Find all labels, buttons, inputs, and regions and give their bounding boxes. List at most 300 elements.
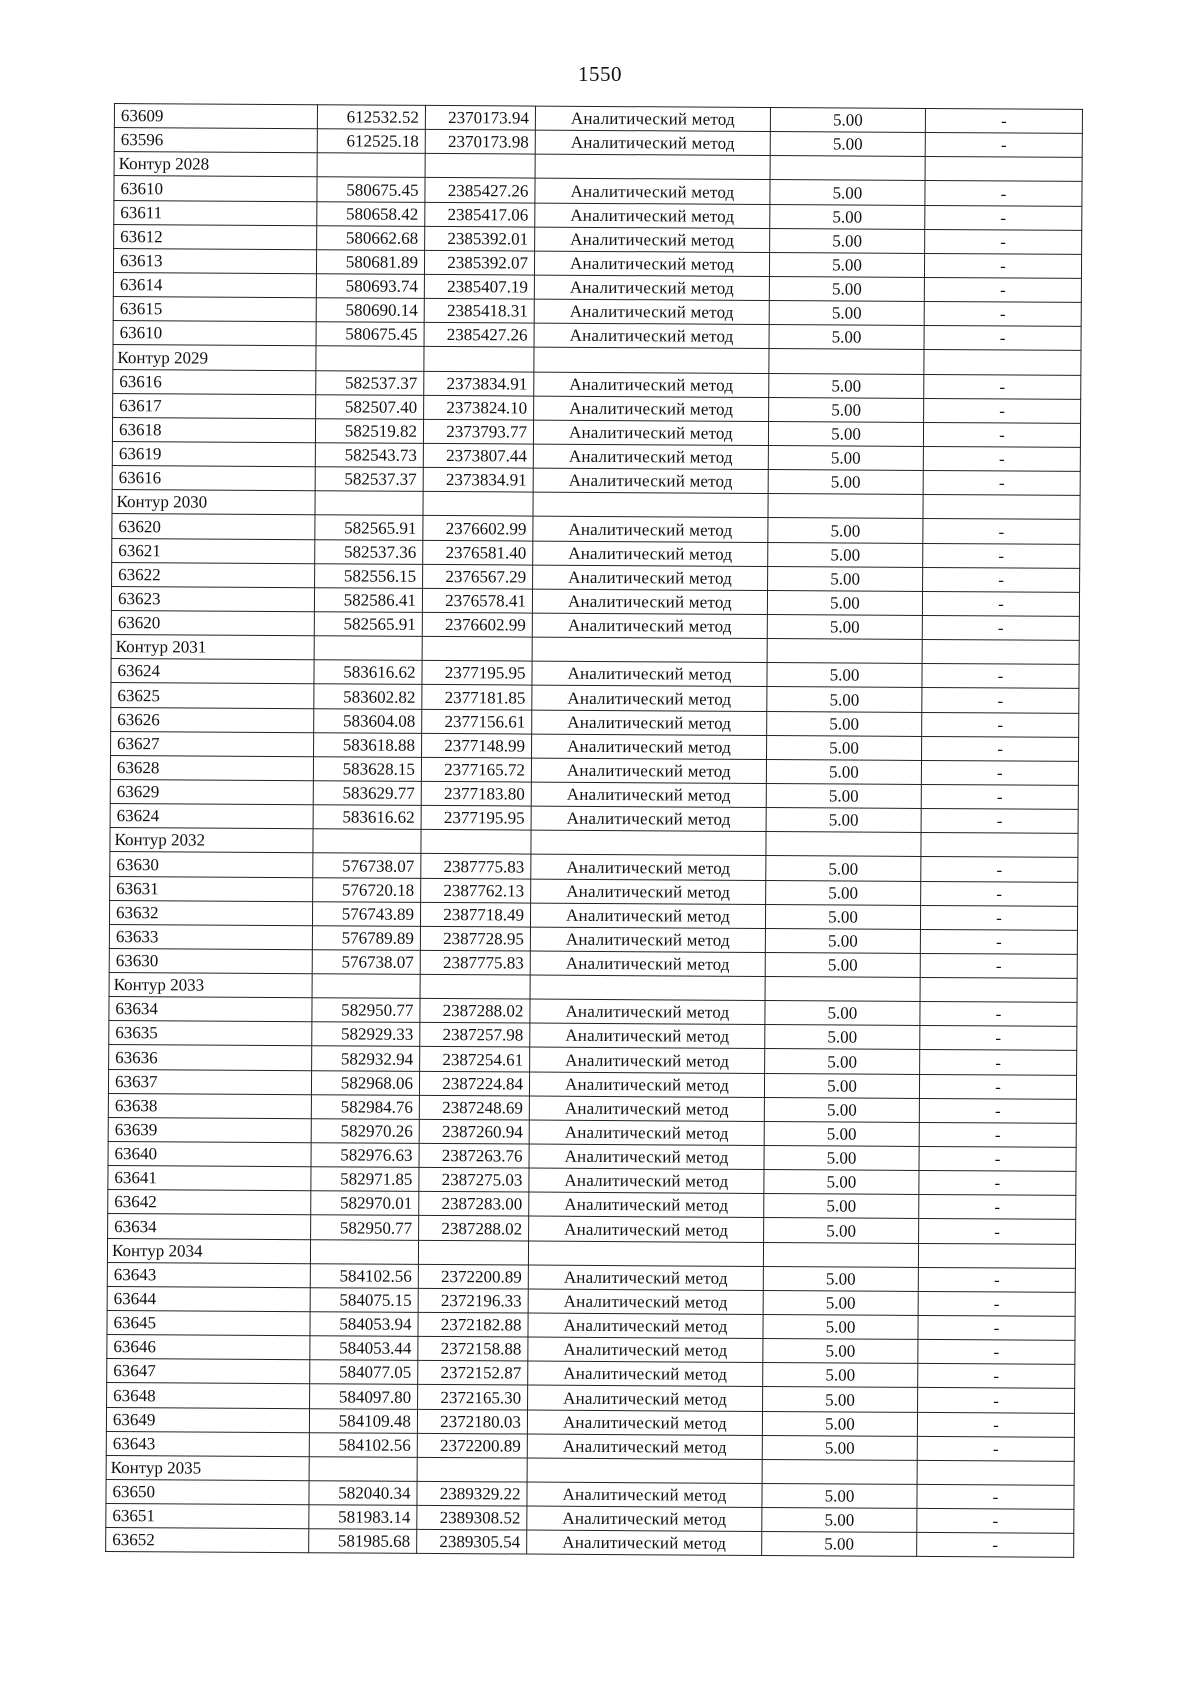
- x-coordinate-cell: 583602.82: [314, 684, 422, 709]
- dash-cell: -: [922, 615, 1079, 640]
- dash-cell: -: [920, 905, 1077, 930]
- x-coordinate-cell: 584053.44: [310, 1336, 418, 1361]
- empty-cell: [420, 974, 530, 999]
- method-cell: Аналитический метод: [534, 299, 769, 325]
- empty-cell: [768, 494, 923, 519]
- y-coordinate-cell: 2377183.80: [421, 781, 531, 806]
- accuracy-value-cell: 5.00: [765, 1025, 920, 1050]
- accuracy-value-cell: 5.00: [763, 1387, 918, 1412]
- x-coordinate-cell: 584102.56: [310, 1263, 418, 1288]
- method-cell: Аналитический метод: [532, 685, 767, 711]
- dash-cell: -: [925, 108, 1082, 133]
- accuracy-value-cell: 5.00: [766, 808, 921, 833]
- y-coordinate-cell: 2387775.83: [421, 854, 531, 879]
- coordinates-table-wrapper: [105, 103, 1082, 1558]
- accuracy-value-cell: 5.00: [763, 1266, 918, 1291]
- y-coordinate-cell: 2372196.33: [418, 1288, 528, 1313]
- x-coordinate-cell: 582586.41: [314, 588, 422, 613]
- point-id-cell: 63634: [108, 1214, 311, 1239]
- method-cell: Аналитический метод: [531, 758, 766, 784]
- method-cell: Аналитический метод: [530, 999, 765, 1025]
- point-id-cell: 63638: [108, 1093, 311, 1118]
- method-cell: Аналитический метод: [529, 1120, 764, 1146]
- dash-cell: -: [923, 519, 1080, 544]
- dash-cell: -: [919, 1171, 1076, 1196]
- dash-cell: -: [917, 1509, 1074, 1534]
- y-coordinate-cell: 2373824.10: [424, 395, 534, 420]
- point-id-cell: 63644: [107, 1286, 310, 1311]
- y-coordinate-cell: 2385427.26: [424, 323, 534, 348]
- accuracy-value-cell: 5.00: [764, 1121, 919, 1146]
- y-coordinate-cell: 2389305.54: [417, 1530, 527, 1555]
- method-cell: Аналитический метод: [528, 1289, 763, 1315]
- method-cell: Аналитический метод: [535, 227, 770, 253]
- dash-cell: -: [924, 302, 1081, 327]
- y-coordinate-cell: 2387288.02: [420, 999, 530, 1024]
- point-id-cell: 63646: [107, 1335, 310, 1360]
- y-coordinate-cell: 2387248.69: [419, 1095, 529, 1120]
- dash-cell: -: [922, 591, 1079, 616]
- empty-cell: [425, 154, 535, 179]
- empty-cell: [918, 1243, 1075, 1268]
- point-id-cell: 63614: [113, 272, 316, 297]
- y-coordinate-cell: 2372200.89: [418, 1264, 528, 1289]
- point-id-cell: 63623: [111, 586, 314, 611]
- method-cell: Аналитический метод: [533, 565, 768, 591]
- method-cell: Аналитический метод: [535, 106, 770, 132]
- y-coordinate-cell: 2373834.91: [423, 468, 533, 493]
- y-coordinate-cell: 2387254.61: [420, 1047, 530, 1072]
- method-cell: Аналитический метод: [529, 1072, 764, 1098]
- method-cell: Аналитический метод: [531, 806, 766, 832]
- dash-cell: -: [925, 229, 1082, 254]
- x-coordinate-cell: 576720.18: [313, 877, 421, 902]
- point-id-cell: 63616: [112, 466, 315, 491]
- empty-cell: [317, 153, 425, 178]
- x-coordinate-cell: 583604.08: [314, 708, 422, 733]
- empty-cell: [527, 1458, 762, 1484]
- empty-cell: [314, 636, 422, 661]
- point-id-cell: 63609: [114, 104, 317, 129]
- accuracy-value-cell: 5.00: [763, 1290, 918, 1315]
- empty-cell: [532, 637, 767, 663]
- method-cell: Аналитический метод: [530, 951, 765, 977]
- y-coordinate-cell: 2376578.41: [422, 588, 532, 613]
- accuracy-value-cell: 5.00: [768, 518, 923, 543]
- dash-cell: -: [920, 953, 1077, 978]
- empty-cell: [925, 157, 1082, 182]
- point-id-cell: 63641: [108, 1166, 311, 1191]
- method-cell: Аналитический метод: [530, 1023, 765, 1049]
- accuracy-value-cell: 5.00: [763, 1315, 918, 1340]
- dash-cell: -: [918, 1388, 1075, 1413]
- coordinates-table-body: [106, 104, 1083, 1558]
- y-coordinate-cell: 2387257.98: [420, 1023, 530, 1048]
- method-cell: Аналитический метод: [529, 1192, 764, 1218]
- dash-cell: -: [917, 1484, 1074, 1509]
- accuracy-value-cell: 5.00: [769, 252, 924, 277]
- method-cell: Аналитический метод: [535, 203, 770, 229]
- x-coordinate-cell: 584109.48: [309, 1408, 417, 1433]
- point-id-cell: 63626: [111, 707, 314, 732]
- accuracy-value-cell: 5.00: [770, 228, 925, 253]
- dash-cell: -: [924, 277, 1081, 302]
- y-coordinate-cell: 2387288.02: [419, 1216, 529, 1241]
- x-coordinate-cell: 582040.34: [309, 1481, 417, 1506]
- method-cell: Аналитический метод: [528, 1361, 763, 1387]
- point-id-cell: 63632: [109, 900, 312, 925]
- empty-cell: [762, 1459, 917, 1484]
- method-cell: Аналитический метод: [532, 734, 767, 760]
- point-id-cell: 63610: [113, 321, 316, 346]
- empty-cell: [763, 1242, 918, 1267]
- point-id-cell: 63634: [109, 997, 312, 1022]
- y-coordinate-cell: 2376567.29: [423, 564, 533, 589]
- y-coordinate-cell: 2373807.44: [423, 443, 533, 468]
- dash-cell: -: [921, 809, 1078, 834]
- y-coordinate-cell: 2377195.95: [422, 661, 532, 686]
- point-id-cell: 63643: [107, 1262, 310, 1287]
- method-cell: Аналитический метод: [534, 323, 769, 349]
- dash-cell: -: [920, 929, 1077, 954]
- x-coordinate-cell: 582556.15: [315, 563, 423, 588]
- dash-cell: -: [918, 1364, 1075, 1389]
- accuracy-value-cell: 5.00: [763, 1363, 918, 1388]
- method-cell: Аналитический метод: [533, 468, 768, 494]
- x-coordinate-cell: 583628.15: [313, 757, 421, 782]
- accuracy-value-cell: 5.00: [769, 397, 924, 422]
- empty-cell: [770, 156, 925, 181]
- method-cell: Аналитический метод: [527, 1410, 762, 1436]
- method-cell: Аналитический метод: [530, 1048, 765, 1074]
- point-id-cell: 63618: [112, 417, 315, 442]
- x-coordinate-cell: 580658.42: [317, 201, 425, 226]
- accuracy-value-cell: 5.00: [762, 1532, 917, 1557]
- y-coordinate-cell: 2377156.61: [422, 709, 532, 734]
- y-coordinate-cell: 2373834.91: [424, 371, 534, 396]
- method-cell: Аналитический метод: [528, 1313, 763, 1339]
- page-number: 1550: [578, 62, 622, 86]
- method-cell: Аналитический метод: [534, 372, 769, 398]
- y-coordinate-cell: 2387775.83: [420, 950, 530, 975]
- accuracy-value-cell: 5.00: [770, 180, 925, 205]
- point-id-cell: 63613: [113, 248, 316, 273]
- dash-cell: -: [918, 1340, 1075, 1365]
- table-row: [106, 1528, 1074, 1558]
- point-id-cell: 63637: [108, 1069, 311, 1094]
- dash-cell: -: [921, 784, 1078, 809]
- method-cell: Аналитический метод: [533, 420, 768, 446]
- y-coordinate-cell: 2372158.88: [418, 1337, 528, 1362]
- empty-cell: [424, 347, 534, 372]
- point-id-cell: 63645: [107, 1311, 310, 1336]
- x-coordinate-cell: 576789.89: [312, 926, 420, 951]
- x-coordinate-cell: 582519.82: [315, 419, 423, 444]
- dash-cell: -: [922, 664, 1079, 689]
- y-coordinate-cell: 2376581.40: [423, 540, 533, 565]
- x-coordinate-cell: 582537.37: [315, 467, 423, 492]
- dash-cell: -: [924, 253, 1081, 278]
- accuracy-value-cell: 5.00: [765, 952, 920, 977]
- x-coordinate-cell: 612532.52: [317, 105, 425, 130]
- accuracy-value-cell: 5.00: [770, 204, 925, 229]
- point-id-cell: 63631: [110, 876, 313, 901]
- y-coordinate-cell: 2387260.94: [419, 1119, 529, 1144]
- method-cell: Аналитический метод: [527, 1506, 762, 1532]
- dash-cell: -: [921, 881, 1078, 906]
- dash-cell: -: [917, 1533, 1074, 1558]
- point-id-cell: 63650: [106, 1479, 309, 1504]
- x-coordinate-cell: 582537.36: [315, 539, 423, 564]
- x-coordinate-cell: 582565.91: [314, 612, 422, 637]
- x-coordinate-cell: 582984.76: [311, 1094, 419, 1119]
- accuracy-value-cell: 5.00: [765, 904, 920, 929]
- method-cell: Аналитический метод: [529, 1144, 764, 1170]
- dash-cell: -: [918, 1315, 1075, 1340]
- dash-cell: -: [919, 1122, 1076, 1147]
- x-coordinate-cell: 582976.63: [311, 1143, 419, 1168]
- x-coordinate-cell: 580675.45: [317, 177, 425, 202]
- x-coordinate-cell: 576738.07: [312, 950, 420, 975]
- y-coordinate-cell: 2377195.95: [421, 805, 531, 830]
- point-id-cell: 63610: [114, 176, 317, 201]
- point-id-cell: 63612: [114, 224, 317, 249]
- method-cell: Аналитический метод: [531, 879, 766, 905]
- point-id-cell: 63642: [108, 1190, 311, 1215]
- accuracy-value-cell: 5.00: [762, 1411, 917, 1436]
- method-cell: Аналитический метод: [532, 589, 767, 615]
- accuracy-value-cell: 5.00: [767, 735, 922, 760]
- dash-cell: -: [921, 760, 1078, 785]
- y-coordinate-cell: 2376602.99: [423, 516, 533, 541]
- empty-cell: [421, 830, 531, 855]
- y-coordinate-cell: 2373793.77: [423, 419, 533, 444]
- contour-label: Контур 2033: [109, 973, 312, 998]
- dash-cell: -: [920, 1026, 1077, 1051]
- accuracy-value-cell: 5.00: [769, 325, 924, 350]
- y-coordinate-cell: 2389308.52: [417, 1506, 527, 1531]
- x-coordinate-cell: 584053.94: [310, 1312, 418, 1337]
- method-cell: Аналитический метод: [532, 661, 767, 687]
- method-cell: Аналитический метод: [534, 251, 769, 277]
- y-coordinate-cell: 2372165.30: [418, 1385, 528, 1410]
- dash-cell: -: [922, 712, 1079, 737]
- empty-cell: [769, 349, 924, 374]
- dash-cell: -: [924, 326, 1081, 351]
- contour-label: Контур 2034: [107, 1238, 310, 1263]
- y-coordinate-cell: 2372152.87: [418, 1361, 528, 1386]
- point-id-cell: 63635: [109, 1021, 312, 1046]
- y-coordinate-cell: 2385407.19: [424, 274, 534, 299]
- x-coordinate-cell: 584102.56: [309, 1432, 417, 1457]
- x-coordinate-cell: 583629.77: [313, 781, 421, 806]
- dash-cell: -: [922, 736, 1079, 761]
- x-coordinate-cell: 584077.05: [310, 1360, 418, 1385]
- method-cell: Аналитический метод: [531, 782, 766, 808]
- x-coordinate-cell: 580662.68: [317, 225, 425, 250]
- method-cell: Аналитический метод: [529, 1217, 764, 1243]
- accuracy-value-cell: 5.00: [767, 614, 922, 639]
- point-id-cell: 63615: [113, 297, 316, 322]
- accuracy-value-cell: 5.00: [766, 783, 921, 808]
- empty-cell: [309, 1457, 417, 1482]
- x-coordinate-cell: 580693.74: [316, 274, 424, 299]
- x-coordinate-cell: 582971.85: [311, 1167, 419, 1192]
- method-cell: Аналитический метод: [532, 613, 767, 639]
- dash-cell: -: [918, 1291, 1075, 1316]
- accuracy-value-cell: 5.00: [764, 1194, 919, 1219]
- empty-cell: [766, 832, 921, 857]
- empty-cell: [920, 978, 1077, 1003]
- point-id-cell: 63625: [111, 683, 314, 708]
- y-coordinate-cell: 2377148.99: [422, 733, 532, 758]
- point-id-cell: 63652: [106, 1528, 309, 1553]
- y-coordinate-cell: 2370173.94: [425, 105, 535, 130]
- y-coordinate-cell: 2387263.76: [419, 1143, 529, 1168]
- empty-cell: [922, 640, 1079, 665]
- accuracy-value-cell: 5.00: [762, 1435, 917, 1460]
- dash-cell: -: [923, 446, 1080, 471]
- method-cell: Аналитический метод: [527, 1434, 762, 1460]
- method-cell: Аналитический метод: [527, 1482, 762, 1508]
- point-id-cell: 63647: [107, 1359, 310, 1384]
- method-cell: Аналитический метод: [529, 1168, 764, 1194]
- y-coordinate-cell: 2385392.01: [425, 226, 535, 251]
- x-coordinate-cell: 583618.88: [314, 732, 422, 757]
- x-coordinate-cell: 582970.26: [311, 1119, 419, 1144]
- empty-cell: [418, 1240, 528, 1265]
- accuracy-value-cell: 5.00: [768, 445, 923, 470]
- accuracy-value-cell: 5.00: [768, 542, 923, 567]
- empty-cell: [316, 346, 424, 371]
- point-id-cell: 63649: [106, 1407, 309, 1432]
- method-cell: Аналитический метод: [534, 275, 769, 301]
- point-id-cell: 63630: [110, 852, 313, 877]
- method-cell: Аналитический метод: [529, 1096, 764, 1122]
- dash-cell: -: [924, 398, 1081, 423]
- x-coordinate-cell: 582968.06: [311, 1070, 419, 1095]
- empty-cell: [528, 1241, 763, 1267]
- x-coordinate-cell: 576738.07: [313, 853, 421, 878]
- point-id-cell: 63629: [110, 779, 313, 804]
- dash-cell: -: [923, 422, 1080, 447]
- accuracy-value-cell: 5.00: [769, 301, 924, 326]
- method-cell: Аналитический метод: [535, 178, 770, 204]
- point-id-cell: 63640: [108, 1142, 311, 1167]
- contour-label: Контур 2029: [113, 345, 316, 370]
- accuracy-value-cell: 5.00: [764, 1097, 919, 1122]
- y-coordinate-cell: 2376602.99: [422, 612, 532, 637]
- dash-cell: -: [921, 857, 1078, 882]
- y-coordinate-cell: 2385418.31: [424, 299, 534, 324]
- dash-cell: -: [923, 471, 1080, 496]
- x-coordinate-cell: 583616.62: [314, 660, 422, 685]
- point-id-cell: 63636: [109, 1045, 312, 1070]
- point-id-cell: 63648: [107, 1383, 310, 1408]
- dash-cell: -: [923, 543, 1080, 568]
- accuracy-value-cell: 5.00: [770, 108, 925, 133]
- empty-cell: [921, 833, 1078, 858]
- x-coordinate-cell: 582970.01: [311, 1191, 419, 1216]
- x-coordinate-cell: 581983.14: [309, 1505, 417, 1530]
- point-id-cell: 63620: [112, 514, 315, 539]
- x-coordinate-cell: 582950.77: [312, 998, 420, 1023]
- accuracy-value-cell: 5.00: [766, 880, 921, 905]
- contour-label: Контур 2035: [106, 1455, 309, 1480]
- point-id-cell: 63639: [108, 1117, 311, 1142]
- empty-cell: [315, 491, 423, 516]
- dash-cell: -: [919, 1146, 1076, 1171]
- method-cell: Аналитический метод: [532, 710, 767, 736]
- dash-cell: -: [925, 133, 1082, 158]
- x-coordinate-cell: 582537.37: [316, 370, 424, 395]
- dash-cell: -: [925, 181, 1082, 206]
- point-id-cell: 63627: [111, 731, 314, 756]
- method-cell: Аналитический метод: [531, 854, 766, 880]
- x-coordinate-cell: 582543.73: [315, 443, 423, 468]
- dash-cell: -: [918, 1267, 1075, 1292]
- x-coordinate-cell: 584075.15: [310, 1288, 418, 1313]
- empty-cell: [923, 495, 1080, 520]
- x-coordinate-cell: 582950.77: [311, 1215, 419, 1240]
- dash-cell: -: [919, 1074, 1076, 1099]
- dash-cell: -: [919, 1098, 1076, 1123]
- y-coordinate-cell: 2387718.49: [420, 902, 530, 927]
- y-coordinate-cell: 2377181.85: [422, 685, 532, 710]
- y-coordinate-cell: 2387762.13: [421, 878, 531, 903]
- accuracy-value-cell: 5.00: [763, 1339, 918, 1364]
- x-coordinate-cell: 582507.40: [316, 394, 424, 419]
- empty-cell: [310, 1239, 418, 1264]
- x-coordinate-cell: 580681.89: [316, 250, 424, 275]
- method-cell: Аналитический метод: [527, 1530, 762, 1556]
- method-cell: Аналитический метод: [533, 444, 768, 470]
- y-coordinate-cell: 2389329.22: [417, 1481, 527, 1506]
- accuracy-value-cell: 5.00: [767, 663, 922, 688]
- y-coordinate-cell: 2377165.72: [421, 757, 531, 782]
- y-coordinate-cell: 2387224.84: [419, 1071, 529, 1096]
- accuracy-value-cell: 5.00: [767, 590, 922, 615]
- empty-cell: [423, 492, 533, 517]
- empty-cell: [924, 350, 1081, 375]
- point-id-cell: 63611: [114, 200, 317, 225]
- empty-cell: [531, 830, 766, 856]
- dash-cell: -: [925, 205, 1082, 230]
- y-coordinate-cell: 2372200.89: [417, 1433, 527, 1458]
- empty-cell: [533, 492, 768, 518]
- contour-label: Контур 2031: [111, 635, 314, 660]
- point-id-cell: 63617: [113, 393, 316, 418]
- x-coordinate-cell: 584097.80: [310, 1384, 418, 1409]
- accuracy-value-cell: 5.00: [764, 1146, 919, 1171]
- point-id-cell: 63621: [112, 538, 315, 563]
- empty-cell: [765, 977, 920, 1002]
- y-coordinate-cell: 2385417.06: [425, 202, 535, 227]
- method-cell: Аналитический метод: [528, 1265, 763, 1291]
- empty-cell: [312, 974, 420, 999]
- empty-cell: [313, 829, 421, 854]
- point-id-cell: 63643: [106, 1431, 309, 1456]
- contour-label: Контур 2032: [110, 828, 313, 853]
- point-id-cell: 63616: [113, 369, 316, 394]
- accuracy-value-cell: 5.00: [767, 711, 922, 736]
- point-id-cell: 63624: [111, 659, 314, 684]
- method-cell: Аналитический метод: [528, 1337, 763, 1363]
- accuracy-value-cell: 5.00: [768, 421, 923, 446]
- accuracy-value-cell: 5.00: [766, 759, 921, 784]
- method-cell: Аналитический метод: [530, 903, 765, 929]
- accuracy-value-cell: 5.00: [764, 1170, 919, 1195]
